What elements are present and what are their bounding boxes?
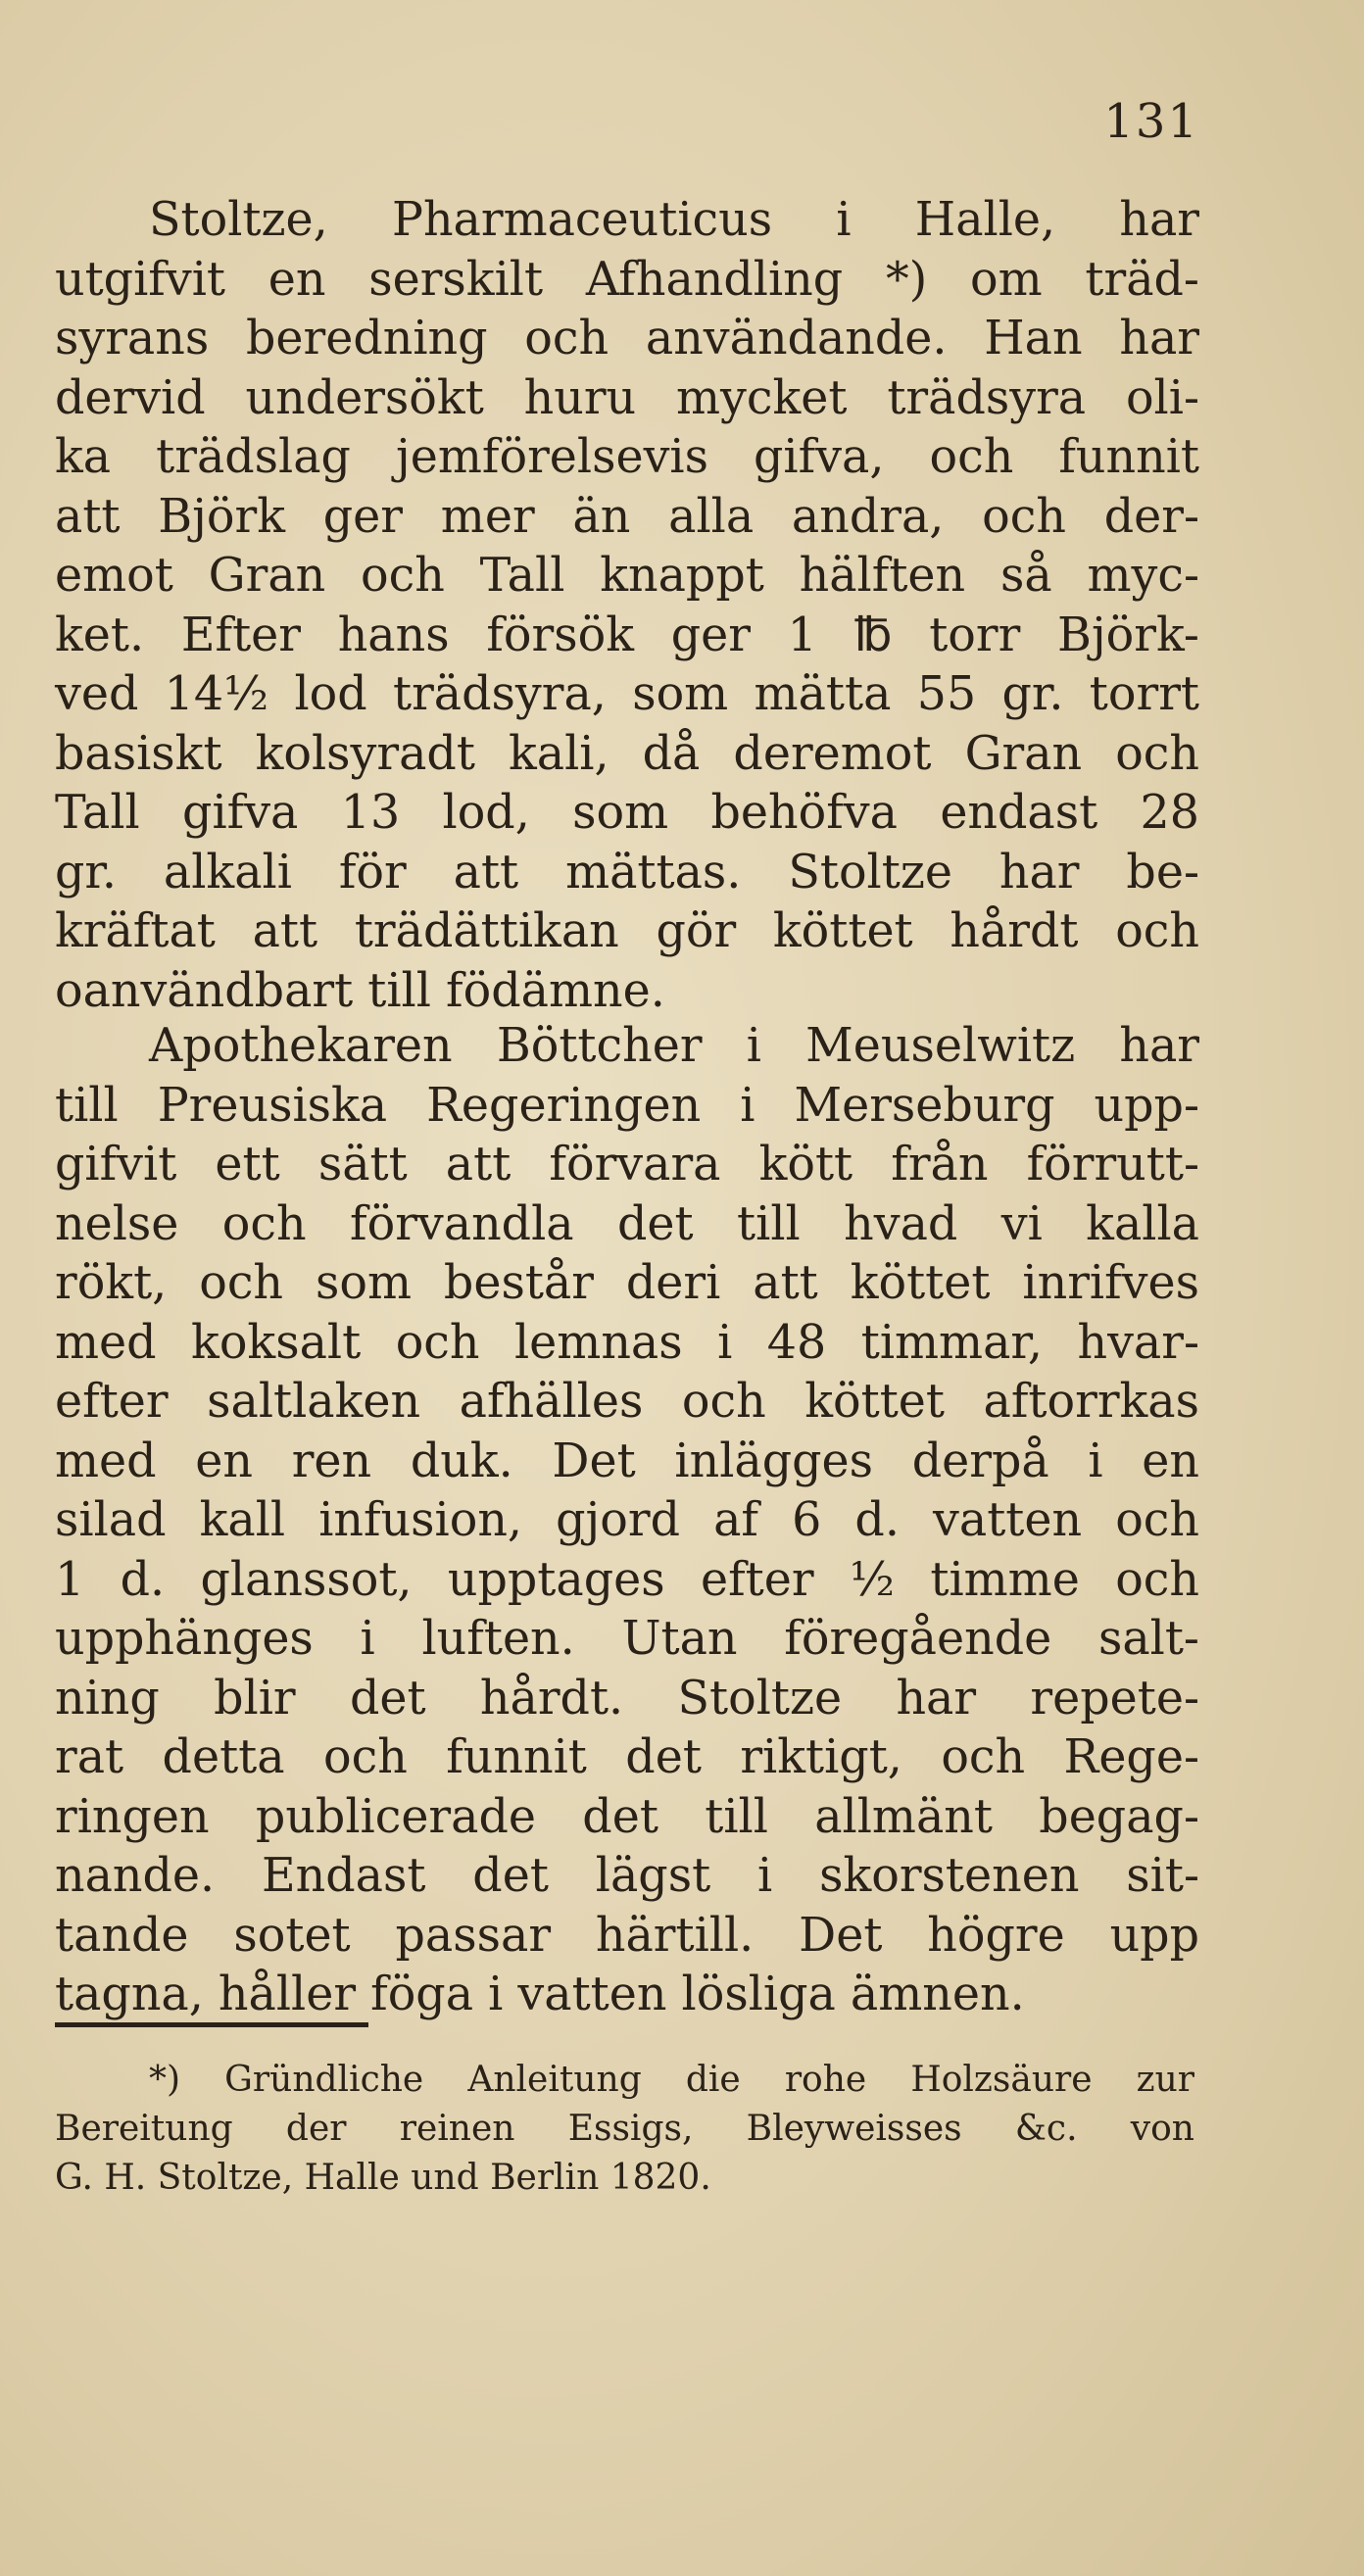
text-line: 1 d. glanssot, upptages efter ½ timme och [55, 1552, 1199, 1607]
text-line: gifvit ett sätt att förvara kött från förrutt- [55, 1138, 1199, 1191]
footnote-divider [55, 2022, 368, 2027]
paragraph-stoltze [55, 191, 1199, 1021]
paragraph-bottcher [55, 1017, 1199, 2025]
text-line: emot Gran och Tall knappt hälften så myc- [55, 549, 1199, 603]
text-line: tagna, håller föga i vatten lösliga ämnen. [55, 1968, 1025, 2021]
text-line: dervid undersökt huru mycket trädsyra oli- [55, 370, 1199, 425]
text-line: Apothekaren Böttcher i Meuselwitz har [149, 1019, 1199, 1073]
text-line: rat detta och funnit det riktigt, och Rege- [55, 1730, 1199, 1784]
text-line: med koksalt och lemnas i 48 timmar, hvar- [55, 1315, 1199, 1370]
text-line: basiskt kolsyradt kali, då deremot Gran och [55, 726, 1199, 781]
text-line: oanvändbart till födämne. [55, 963, 665, 1018]
footnote-line: *) Gründliche Anleitung die rohe Holzsäure zur [149, 2060, 1194, 2100]
text-line: att Björk ger mer än alla andra, och der- [55, 489, 1199, 544]
footnote-line: Bereitung der reinen Essigs, Bleyweisses &c. von [55, 2109, 1194, 2149]
text-line: rökt, och som består deri att köttet inrifves [55, 1256, 1199, 1310]
text-line: silad kall infusion, gjord af 6 d. vatten och [55, 1493, 1199, 1547]
text-line: ning blir det hårdt. Stoltze har repete- [55, 1671, 1199, 1725]
text-line: med en ren duk. Det inlägges derpå i en [55, 1434, 1199, 1488]
footnote [55, 2056, 1194, 2203]
text-line: efter saltlaken afhälles och köttet aftorrkas [55, 1375, 1199, 1429]
text-line: ringen publicerade det till allmänt begag- [55, 1789, 1199, 1844]
text-line: gr. alkali för att mättas. Stoltze har be- [55, 845, 1199, 899]
text-line: ka trädslag jemförelsevis gifva, och funnit [55, 430, 1199, 484]
footnote-line: G. H. Stoltze, Halle und Berlin 1820. [55, 2158, 711, 2198]
page-number: 131 [1103, 94, 1199, 149]
text-line: till Preusiska Regeringen i Merseburg upp- [55, 1078, 1199, 1133]
text-line: syrans beredning och användande. Han har [55, 312, 1199, 365]
text-line: Tall gifva 13 lod, som behöfva endast 28 [55, 786, 1199, 840]
text-line: utgifvit en serskilt Afhandling *) om träd- [55, 252, 1199, 307]
text-line: nelse och förvandla det till hvad vi kalla [55, 1196, 1199, 1251]
text-line: upphänges i luften. Utan föregående salt- [55, 1612, 1199, 1666]
text-line: kräftat att trädättikan gör köttet hårdt och [55, 904, 1199, 958]
text-line: tande sotet passar härtill. Det högre upp [55, 1908, 1199, 1963]
text-line: ved 14½ lod trädsyra, som mätta 55 gr. torrt [55, 667, 1199, 721]
text-line: nande. Endast det lägst i skorstenen sit- [55, 1849, 1199, 1903]
text-line: ket. Efter hans försök ger 1 ℔ torr Björk- [55, 608, 1199, 662]
text-line: Stoltze, Pharmaceuticus i Halle, har [149, 193, 1199, 247]
